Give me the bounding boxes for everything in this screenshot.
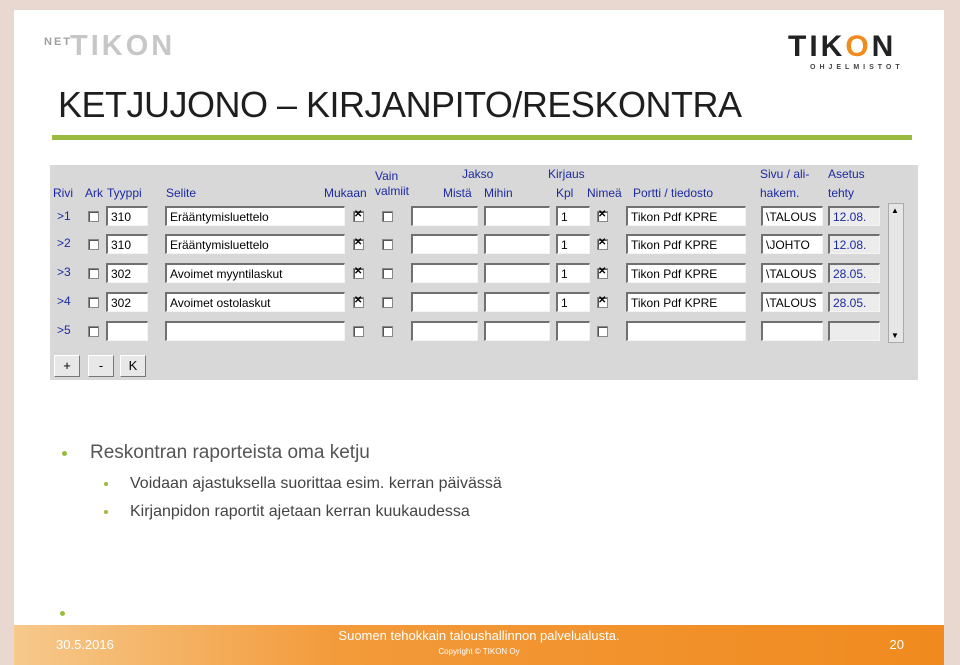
asetus-field: 12.08. bbox=[828, 206, 880, 226]
ark-checkbox[interactable] bbox=[88, 326, 99, 337]
nimea-checkbox[interactable] bbox=[597, 211, 608, 222]
header-asetus: Asetus bbox=[828, 167, 865, 181]
bullet-sub-1: Voidaan ajastuksella suorittaa esim. kerran päivässä bbox=[130, 475, 502, 492]
sivu-field[interactable]: \TALOUS bbox=[761, 263, 823, 283]
mihin-field[interactable] bbox=[484, 234, 550, 254]
remove-row-button[interactable]: - bbox=[88, 355, 114, 377]
footer-tagline: Suomen tehokkain taloushallinnon palvelualusta. bbox=[338, 628, 620, 643]
header-portti: Portti / tiedosto bbox=[633, 186, 714, 200]
portti-field[interactable] bbox=[626, 321, 746, 341]
sivu-field[interactable]: \TALOUS bbox=[761, 292, 823, 312]
vain-valmiit-checkbox[interactable] bbox=[382, 239, 393, 250]
k-button[interactable]: K bbox=[120, 355, 146, 377]
kpl-field[interactable]: 1 bbox=[556, 206, 590, 226]
vertical-scrollbar[interactable] bbox=[888, 203, 904, 343]
slide-title: KETJUJONO – KIRJANPITO/RESKONTRA bbox=[58, 84, 742, 125]
scroll-up-arrow-icon[interactable]: ▲ bbox=[891, 206, 899, 215]
header-nimea: Nimeä bbox=[587, 186, 622, 200]
ark-checkbox[interactable] bbox=[88, 211, 99, 222]
header-mihin: Mihin bbox=[484, 186, 513, 200]
kpl-field[interactable]: 1 bbox=[556, 234, 590, 254]
selite-field[interactable]: Erääntymisluettelo bbox=[165, 234, 345, 254]
mista-field[interactable] bbox=[411, 292, 478, 312]
header-mista: Mistä bbox=[443, 186, 472, 200]
tyyppi-field[interactable] bbox=[106, 321, 148, 341]
mukaan-checkbox[interactable] bbox=[353, 268, 364, 279]
bullet-icon bbox=[104, 482, 108, 486]
sivu-field[interactable]: \TALOUS bbox=[761, 206, 823, 226]
portti-field[interactable]: Tikon Pdf KPRE bbox=[626, 206, 746, 226]
tikon-ohjelmistot-logo: TIKON OHJELMISTOT bbox=[788, 30, 904, 71]
report-chain-grid bbox=[50, 165, 918, 380]
portti-field[interactable]: Tikon Pdf KPRE bbox=[626, 263, 746, 283]
header-tyyppi: Tyyppi bbox=[107, 186, 142, 200]
page-number: 20 bbox=[889, 637, 904, 652]
row-number: >4 bbox=[57, 294, 71, 308]
ark-checkbox[interactable] bbox=[88, 297, 99, 308]
nimea-checkbox[interactable] bbox=[597, 268, 608, 279]
portti-field[interactable]: Tikon Pdf KPRE bbox=[626, 292, 746, 312]
row-number: >5 bbox=[57, 323, 71, 337]
asetus-field: 12.08. bbox=[828, 234, 880, 254]
mista-field[interactable] bbox=[411, 321, 478, 341]
header-mukaan: Mukaan bbox=[324, 186, 367, 200]
selite-field[interactable]: Erääntymisluettelo bbox=[165, 206, 345, 226]
mista-field[interactable] bbox=[411, 234, 478, 254]
header-ark: Ark bbox=[85, 186, 103, 200]
tyyppi-field[interactable]: 310 bbox=[106, 206, 148, 226]
header-hakem: hakem. bbox=[760, 186, 800, 200]
sivu-field[interactable]: \JOHTO bbox=[761, 234, 823, 254]
tyyppi-field[interactable]: 302 bbox=[106, 292, 148, 312]
vain-valmiit-checkbox[interactable] bbox=[382, 326, 393, 337]
ark-checkbox[interactable] bbox=[88, 268, 99, 279]
kpl-field[interactable]: 1 bbox=[556, 263, 590, 283]
mukaan-checkbox[interactable] bbox=[353, 239, 364, 250]
footer-bar bbox=[14, 625, 944, 665]
row-number: >2 bbox=[57, 236, 71, 250]
footer-copyright: Copyright © TIKON Oy bbox=[438, 647, 520, 656]
mihin-field[interactable] bbox=[484, 263, 550, 283]
mukaan-checkbox[interactable] bbox=[353, 326, 364, 337]
scroll-down-arrow-icon[interactable]: ▼ bbox=[891, 331, 899, 340]
mihin-field[interactable] bbox=[484, 321, 550, 341]
selite-field[interactable]: Avoimet myyntilaskut bbox=[165, 263, 345, 283]
row-number: >1 bbox=[57, 209, 71, 223]
footer-date: 30.5.2016 bbox=[56, 637, 114, 652]
header-rivi: Rivi bbox=[53, 186, 73, 200]
bullet-sub-2: Kirjanpidon raportit ajetaan kerran kuukaudessa bbox=[130, 503, 470, 520]
mihin-field[interactable] bbox=[484, 292, 550, 312]
header-selite: Selite bbox=[166, 186, 197, 200]
selite-field[interactable] bbox=[165, 321, 345, 341]
vain-valmiit-checkbox[interactable] bbox=[382, 211, 393, 222]
bullet-icon bbox=[62, 451, 67, 456]
selite-field[interactable]: Avoimet ostolaskut bbox=[165, 292, 345, 312]
bullet-icon bbox=[60, 611, 65, 616]
tyyppi-field[interactable]: 302 bbox=[106, 263, 148, 283]
header-valmiit: valmiit bbox=[375, 184, 410, 198]
mihin-field[interactable] bbox=[484, 206, 550, 226]
asetus-field: 28.05. bbox=[828, 263, 880, 283]
vain-valmiit-checkbox[interactable] bbox=[382, 268, 393, 279]
net-tikon-logo: NET TIKON bbox=[44, 30, 176, 62]
header-kirjaus: Kirjaus bbox=[548, 167, 585, 181]
bullet-icon bbox=[104, 510, 108, 514]
mista-field[interactable] bbox=[411, 263, 478, 283]
nimea-checkbox[interactable] bbox=[597, 239, 608, 250]
asetus-field: 28.05. bbox=[828, 292, 880, 312]
kpl-field[interactable]: 1 bbox=[556, 292, 590, 312]
kpl-field[interactable] bbox=[556, 321, 590, 341]
asetus-field bbox=[828, 321, 880, 341]
nimea-checkbox[interactable] bbox=[597, 326, 608, 337]
header-tehty: tehty bbox=[828, 186, 855, 200]
mukaan-checkbox[interactable] bbox=[353, 211, 364, 222]
sivu-field[interactable] bbox=[761, 321, 823, 341]
header-jakso: Jakso bbox=[462, 167, 494, 181]
mista-field[interactable] bbox=[411, 206, 478, 226]
row-number: >3 bbox=[57, 265, 71, 279]
header-vain: Vain bbox=[375, 169, 399, 183]
tyyppi-field[interactable]: 310 bbox=[106, 234, 148, 254]
vain-valmiit-checkbox[interactable] bbox=[382, 297, 393, 308]
title-underline bbox=[52, 135, 912, 140]
ark-checkbox[interactable] bbox=[88, 239, 99, 250]
add-row-button[interactable]: + bbox=[54, 355, 80, 377]
header-sivu: Sivu / ali- bbox=[760, 167, 810, 181]
portti-field[interactable]: Tikon Pdf KPRE bbox=[626, 234, 746, 254]
mukaan-checkbox[interactable] bbox=[353, 297, 364, 308]
bullet-main: Reskontran raporteista oma ketju bbox=[90, 442, 370, 463]
header-kpl: Kpl bbox=[556, 186, 574, 200]
nimea-checkbox[interactable] bbox=[597, 297, 608, 308]
